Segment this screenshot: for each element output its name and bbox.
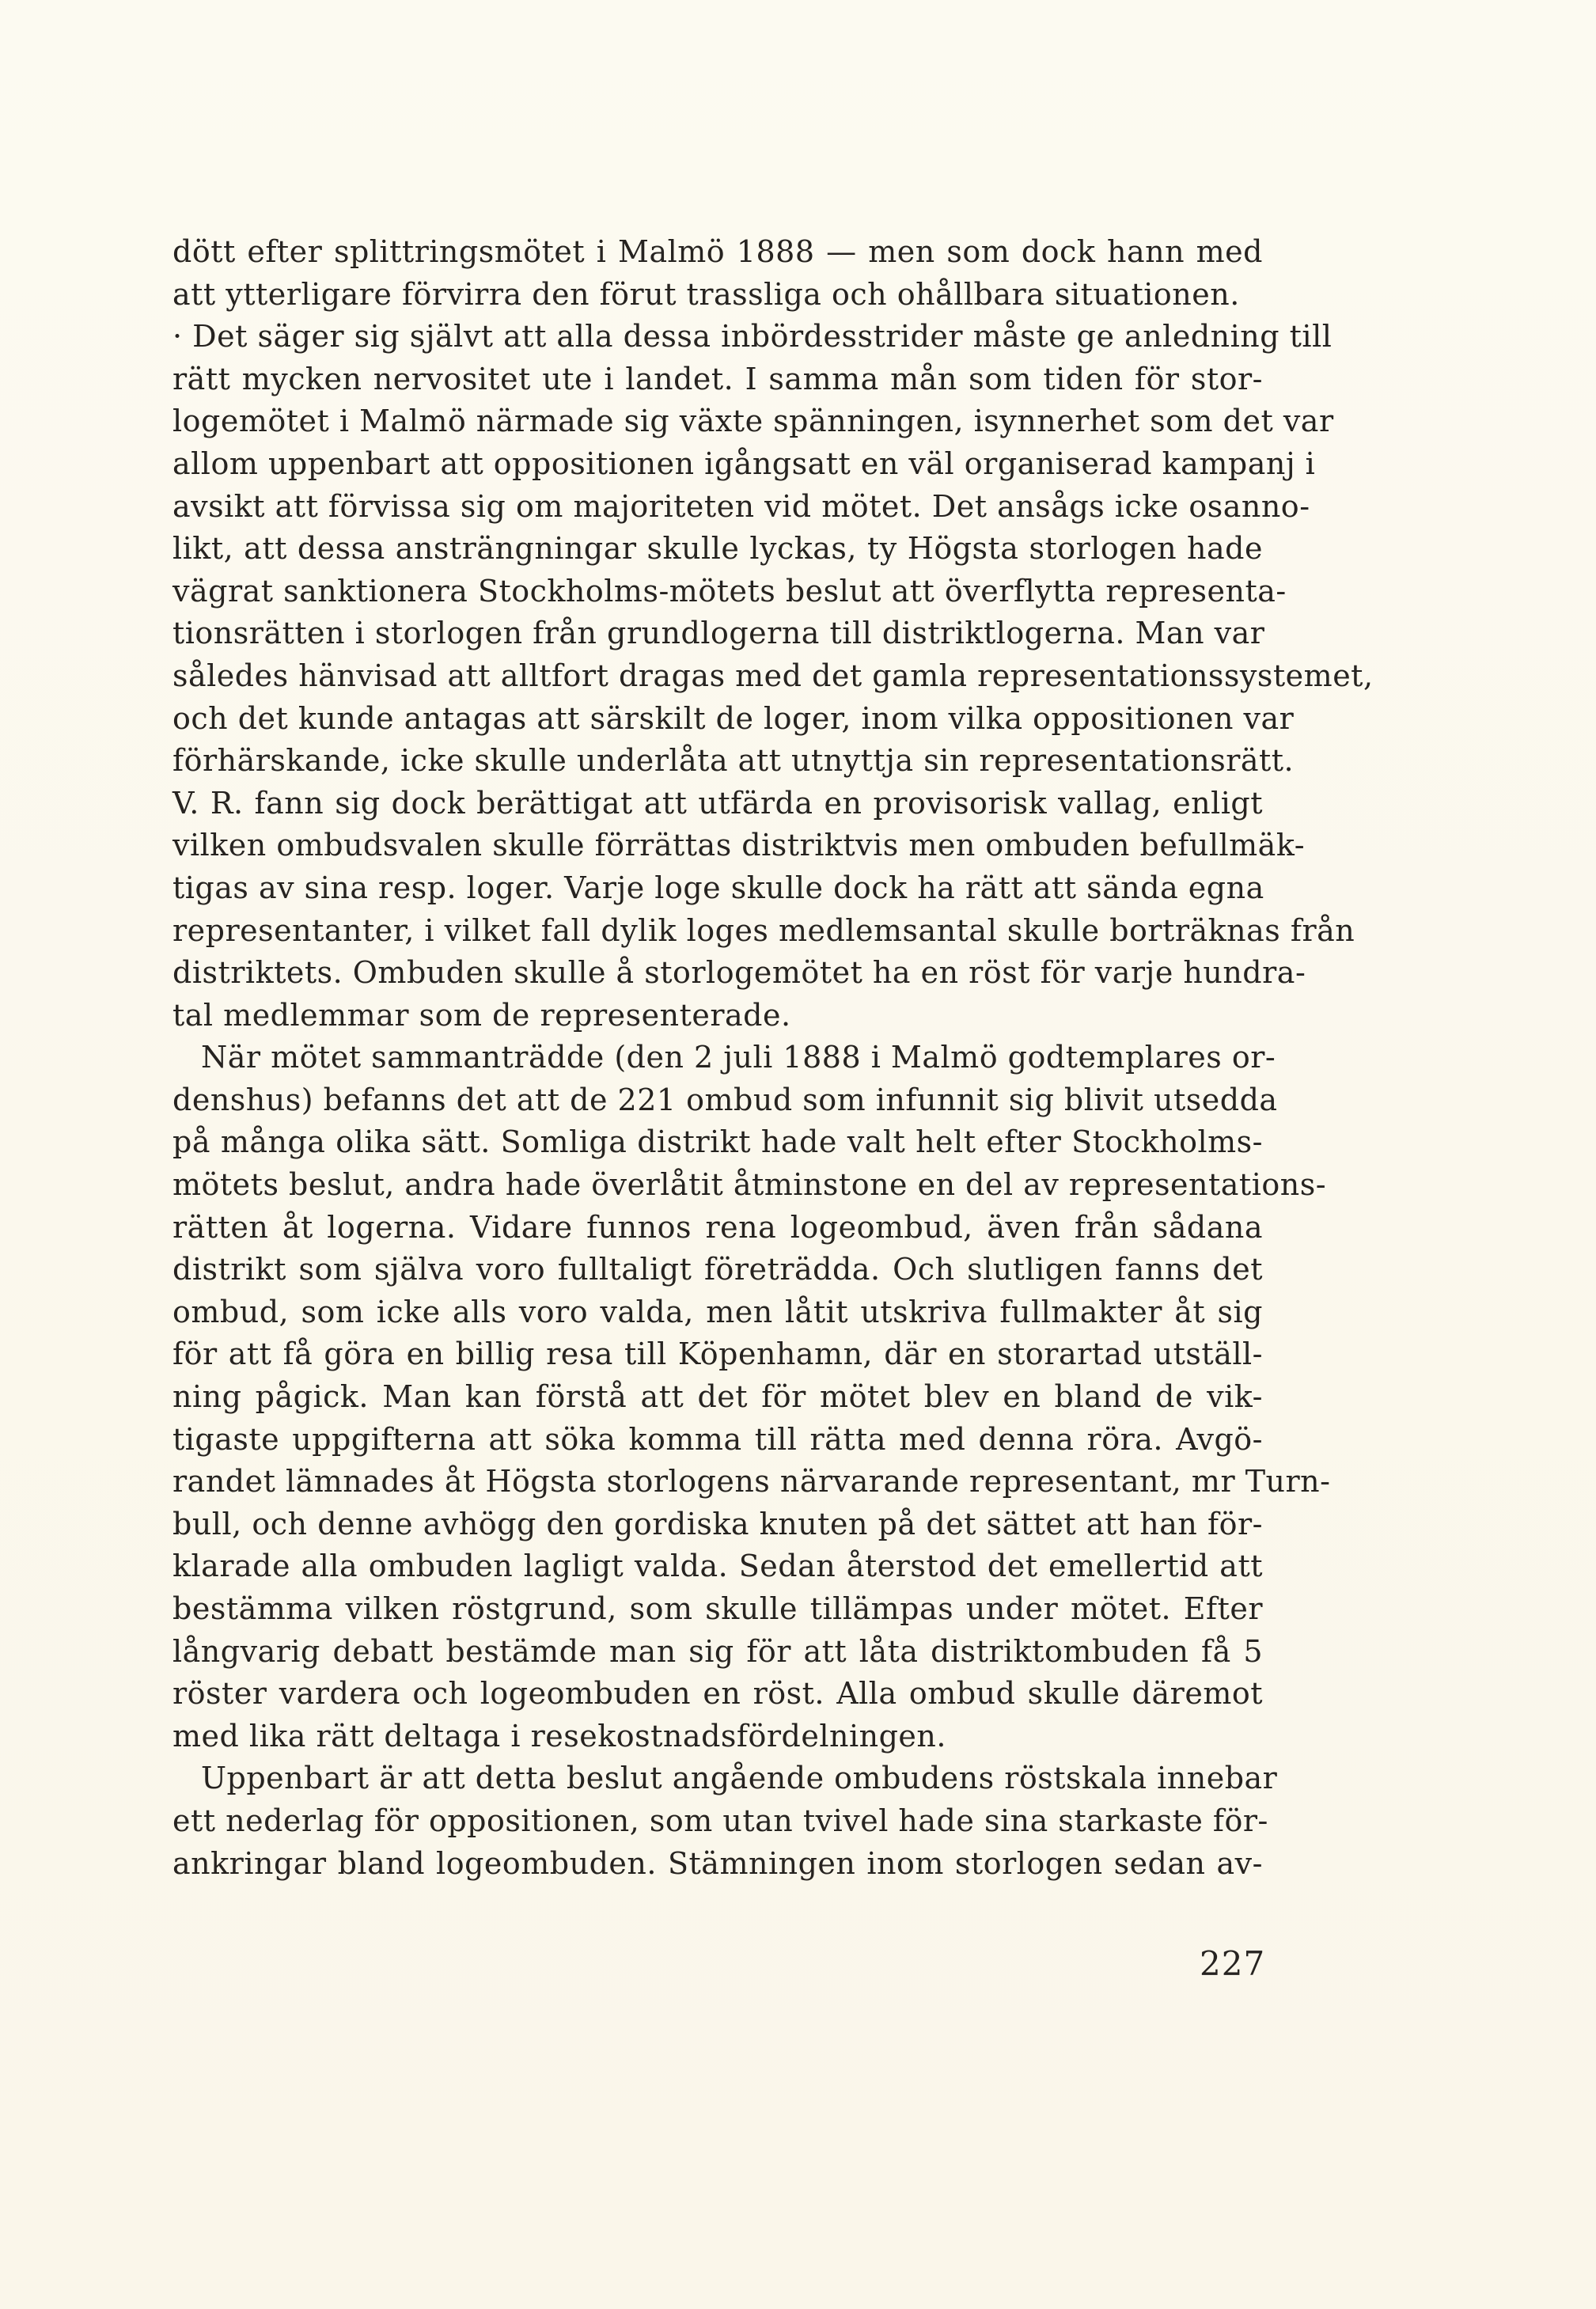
text-line: tionsrätten i storlogen från grundlogerna till distriktlogerna. Man var [172,616,1265,651]
text-line: tal medlemmar som de representerade. [172,997,791,1033]
text-line: vägrat sanktionera Stockholms-mötets beslut att överflytta representa- [172,573,1287,609]
text-line: för att få göra en billig resa till Köpenhamn, där en storartad utställ- [172,1336,1263,1372]
text-line: dött efter splittringsmötet i Malmö 1888 — men som dock hann med [172,234,1263,269]
text-line: rätt mycken nervositet ute i landet. I samma mån som tiden för stor- [172,361,1263,396]
text-line: likt, att dessa ansträngningar skulle lyckas, ty Högsta storlogen hade [172,531,1263,567]
text-line: på många olika sätt. Somliga distrikt hade valt helt efter Stockholms- [172,1124,1263,1160]
text-line: representanter, i vilket fall dylik loges medlemsantal skulle borträknas från [172,912,1355,948]
text-line: randet lämnades åt Högsta storlogens närvarande representant, mr Turn- [172,1464,1331,1500]
text-line: logemötet i Malmö närmade sig växte spänningen, isynnerhet som det var [172,404,1334,439]
text-line: distrikt som själva voro fulltaligt företrädda. Och slutligen fanns det [172,1252,1263,1287]
text-line: bestämma vilken röstgrund, som skulle tillämpas under mötet. Efter [172,1591,1263,1626]
text-line: tigaste uppgifterna att söka komma till rätta med denna röra. Avgö- [172,1421,1263,1457]
text-line: mötets beslut, andra hade överlåtit åtminstone en del av representations- [172,1167,1327,1203]
text-line: · Det säger sig självt att alla dessa inbördesstrider måste ge anledning till [172,319,1333,355]
text-line: När mötet sammanträdde (den 2 juli 1888 i Malmö godtemplares or- [201,1040,1276,1075]
text-line: ett nederlag för oppositionen, som utan tvivel hade sina starkaste för- [172,1803,1268,1838]
text-line: klarade alla ombuden lagligt valda. Sedan återstod det emellertid att [172,1549,1263,1584]
text-line: således hänvisad att alltfort dragas med det gamla representationssystemet, [172,658,1374,693]
text-line: avsikt att förvissa sig om majoriteten vid mötet. Det ansågs icke osanno- [172,488,1310,524]
text-line: med lika rätt deltaga i resekostnadsfördelningen. [172,1718,946,1754]
text-line: V. R. fann sig dock berättigat att utfärda en provisorisk vallag, enligt [172,785,1263,821]
text-line: tigas av sina resp. loger. Varje loge skulle dock ha rätt att sända egna [172,870,1264,905]
text-line: att ytterligare förvirra den förut trassliga och ohållbara situationen. [172,276,1240,312]
text-line: rätten åt logerna. Vidare funnos rena logeombud, även från sådana [172,1209,1263,1245]
text-line: långvarig debatt bestämde man sig för att låta distriktombuden få 5 [172,1633,1263,1669]
text-line: denshus) befanns det att de 221 ombud som infunnit sig blivit utsedda [172,1082,1278,1117]
text-line: förhärskande, icke skulle underlåta att utnyttja sin representationsrätt. [172,743,1295,779]
text-line: bull, och denne avhögg den gordiska knuten på det sättet att han för- [172,1506,1263,1541]
text-line: allom uppenbart att oppositionen igångsatt en väl organiserad kampanj i [172,445,1316,481]
body-text [172,231,1374,1885]
text-line: och det kunde antagas att särskilt de loger, inom vilka oppositionen var [172,700,1295,736]
text-line: vilken ombudsvalen skulle förrättas distriktvis men ombuden befullmäk- [172,828,1306,863]
text-line: röster vardera och logeombuden en röst. Alla ombud skulle däremot [172,1676,1263,1712]
text-line: ning pågick. Man kan förstå att det för mötet blev en bland de vik- [172,1379,1263,1415]
text-line: distriktets. Ombuden skulle å storlogemötet ha en röst för varje hundra- [172,955,1306,991]
text-line: ombud, som icke alls voro valda, men låtit utskriva fullmakter åt sig [172,1294,1263,1329]
text-line: ankringar bland logeombuden. Stämningen inom storlogen sedan av- [172,1845,1263,1881]
page-number: 227 [1200,1944,1266,1983]
text-line: Uppenbart är att detta beslut angående ombudens röstskala innebar [201,1761,1278,1796]
